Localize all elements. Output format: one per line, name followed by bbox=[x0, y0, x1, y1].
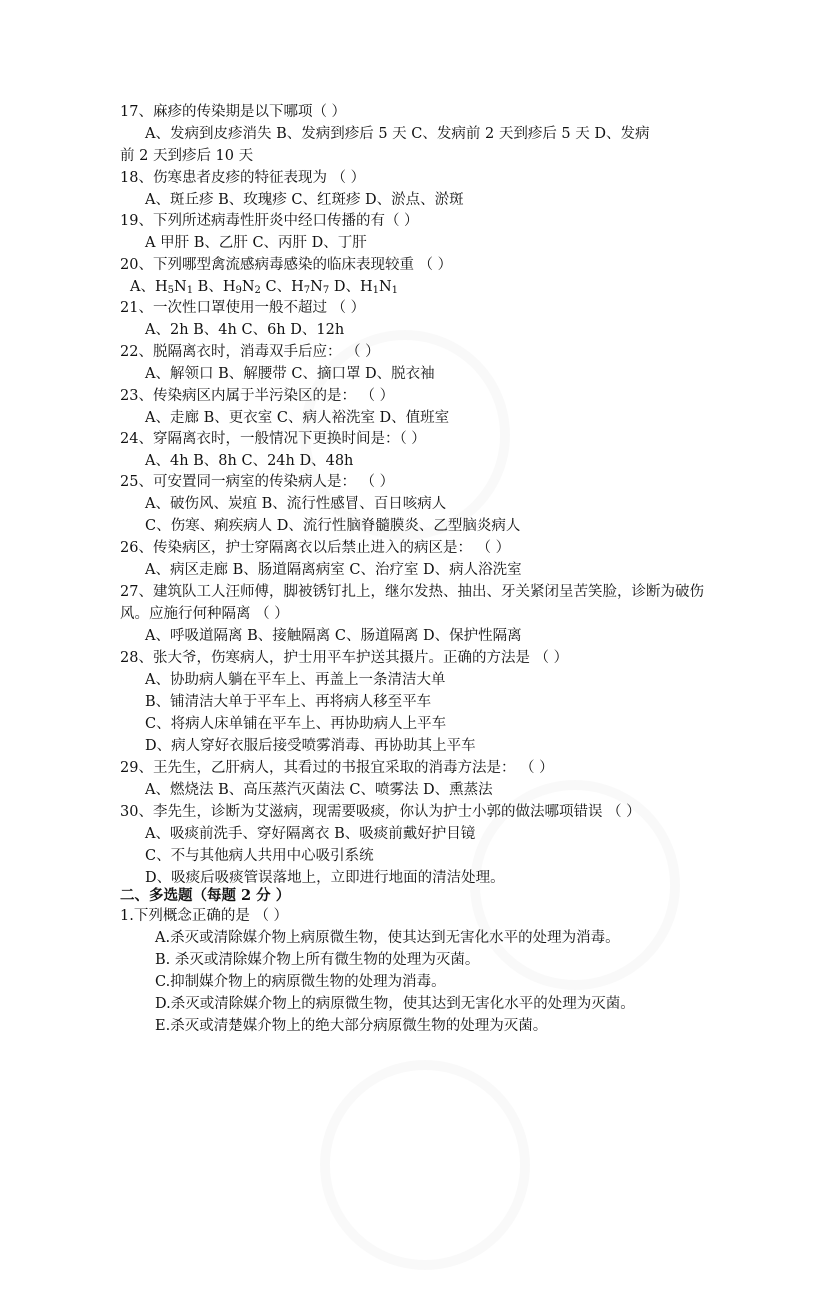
question-24: 24、穿隔离衣时，一般情况下更换时间是：（ ） bbox=[120, 431, 426, 447]
section-title-multi-choice: 二、多选题（每题 2 分 ） bbox=[120, 887, 291, 904]
q25-options-1: A、破伤风、炭疽 B、流行性感冒、百日咳病人 bbox=[145, 496, 447, 512]
question-23: 23、传染病区内属于半污染区的是： （ ） bbox=[120, 388, 395, 404]
q21-options: A、2h B、4h C、6h D、12h bbox=[145, 322, 345, 338]
question-25: 25、可安置同一病室的传染病人是： （ ） bbox=[120, 474, 395, 490]
multi-q1-option-b: B. 杀灭或清除媒介物上所有微生物的处理为灭菌。 bbox=[155, 952, 480, 968]
question-30: 30、李先生，诊断为艾滋病，现需要吸痰，你认为护士小郭的做法哪项错误 （ ） bbox=[120, 804, 641, 820]
q20-options: A、$H_5N_1$ B、$H_9N_2$ C、$H_7N_7$ D、$H_1N_1$ bbox=[130, 279, 399, 296]
question-28: 28、张大爷，伤寒病人，护士用平车护送其摄片。正确的方法是 （ ） bbox=[120, 650, 569, 666]
question-27: 27、建筑队工人汪师傅，脚被锈钉扎上，继尔发热、抽出、牙关紧闭呈苦笑脸，诊断为破伤 bbox=[120, 584, 704, 600]
question-29: 29、王先生，乙肝病人，其看过的书报宜采取的消毒方法是： （ ） bbox=[120, 760, 554, 776]
multi-question-1: 1.下列概念正确的是 （ ） bbox=[120, 908, 289, 924]
q28-option-a: A、协助病人躺在平车上、再盖上一条清洁大单 bbox=[145, 672, 446, 688]
q27-question-cont: 风。应施行何种隔离 （ ） bbox=[120, 606, 289, 622]
q30-options-ab: A、吸痰前洗手、穿好隔离衣 B、吸痰前戴好护目镜 bbox=[145, 826, 476, 842]
q28-option-d: D、病人穿好衣服后接受喷雾消毒、再协助其上平车 bbox=[145, 738, 476, 754]
multi-q1-option-e: E.杀灭或清楚媒介物上的绝大部分病原微生物的处理为灭菌。 bbox=[155, 1018, 548, 1034]
q28-option-b: B、铺清洁大单于平车上、再将病人移至平车 bbox=[145, 694, 432, 710]
question-22: 22、脱隔离衣时，消毒双手后应： （ ） bbox=[120, 344, 380, 360]
q17-options: A、发病到皮疹消失 B、发病到疹后 5 天 C、发病前 2 天到疹后 5 天 D、发病 bbox=[145, 126, 650, 142]
question-21: 21、一次性口罩使用一般不超过 （ ） bbox=[120, 300, 366, 316]
question-19: 19、下列所述病毒性肝炎中经口传播的有（ ） bbox=[120, 213, 419, 229]
question-18: 18、伤寒患者皮疹的特征表现为 （ ） bbox=[120, 170, 366, 186]
q30-option-c: C、不与其他病人共用中心吸引系统 bbox=[145, 848, 374, 864]
q26-options: A、病区走廊 B、肠道隔离病室 C、治疗室 D、病人浴洗室 bbox=[145, 562, 522, 578]
q30-option-d: D、吸痰后吸痰管误落地上，立即进行地面的清洁处理。 bbox=[145, 870, 505, 886]
q19-options: A 甲肝 B、乙肝 C、丙肝 D、丁肝 bbox=[145, 235, 367, 251]
multi-q1-option-c: C.抑制媒介物上的病原微生物的处理为消毒。 bbox=[155, 974, 446, 990]
q18-options: A、斑丘疹 B、玫瑰疹 C、红斑疹 D、淤点、淤斑 bbox=[145, 192, 464, 208]
q24-options: A、4h B、8h C、24h D、48h bbox=[145, 453, 354, 469]
q25-options-2: C、伤寒、痢疾病人 D、流行性脑脊髓膜炎、乙型脑炎病人 bbox=[145, 518, 521, 534]
q28-option-c: C、将病人床单铺在平车上、再协助病人上平车 bbox=[145, 716, 447, 732]
q29-options: A、燃烧法 B、高压蒸汽灭菌法 C、喷雾法 D、熏蒸法 bbox=[145, 782, 493, 798]
q27-options: A、呼吸道隔离 B、接触隔离 C、肠道隔离 D、保护性隔离 bbox=[145, 628, 522, 644]
question-26: 26、传染病区，护士穿隔离衣以后禁止进入的病区是： （ ） bbox=[120, 540, 511, 556]
multi-q1-option-d: D.杀灭或清除媒介物上的病原微生物，使其达到无害化水平的处理为灭菌。 bbox=[155, 996, 635, 1012]
q23-options: A、走廊 B、更衣室 C、病人裕洗室 D、值班室 bbox=[145, 410, 450, 426]
q22-options: A、解领口 B、解腰带 C、摘口罩 D、脱衣袖 bbox=[145, 366, 435, 382]
q17-options-cont: 前 2 天到疹后 10 天 bbox=[120, 148, 254, 164]
question-20: 20、下列哪型禽流感病毒感染的临床表现较重 （ ） bbox=[120, 257, 453, 273]
question-17: 17、麻疹的传染期是以下哪项（ ） bbox=[120, 104, 347, 120]
multi-q1-option-a: A.杀灭或清除媒介物上病原微生物，使其达到无害化水平的处理为消毒。 bbox=[155, 930, 620, 946]
